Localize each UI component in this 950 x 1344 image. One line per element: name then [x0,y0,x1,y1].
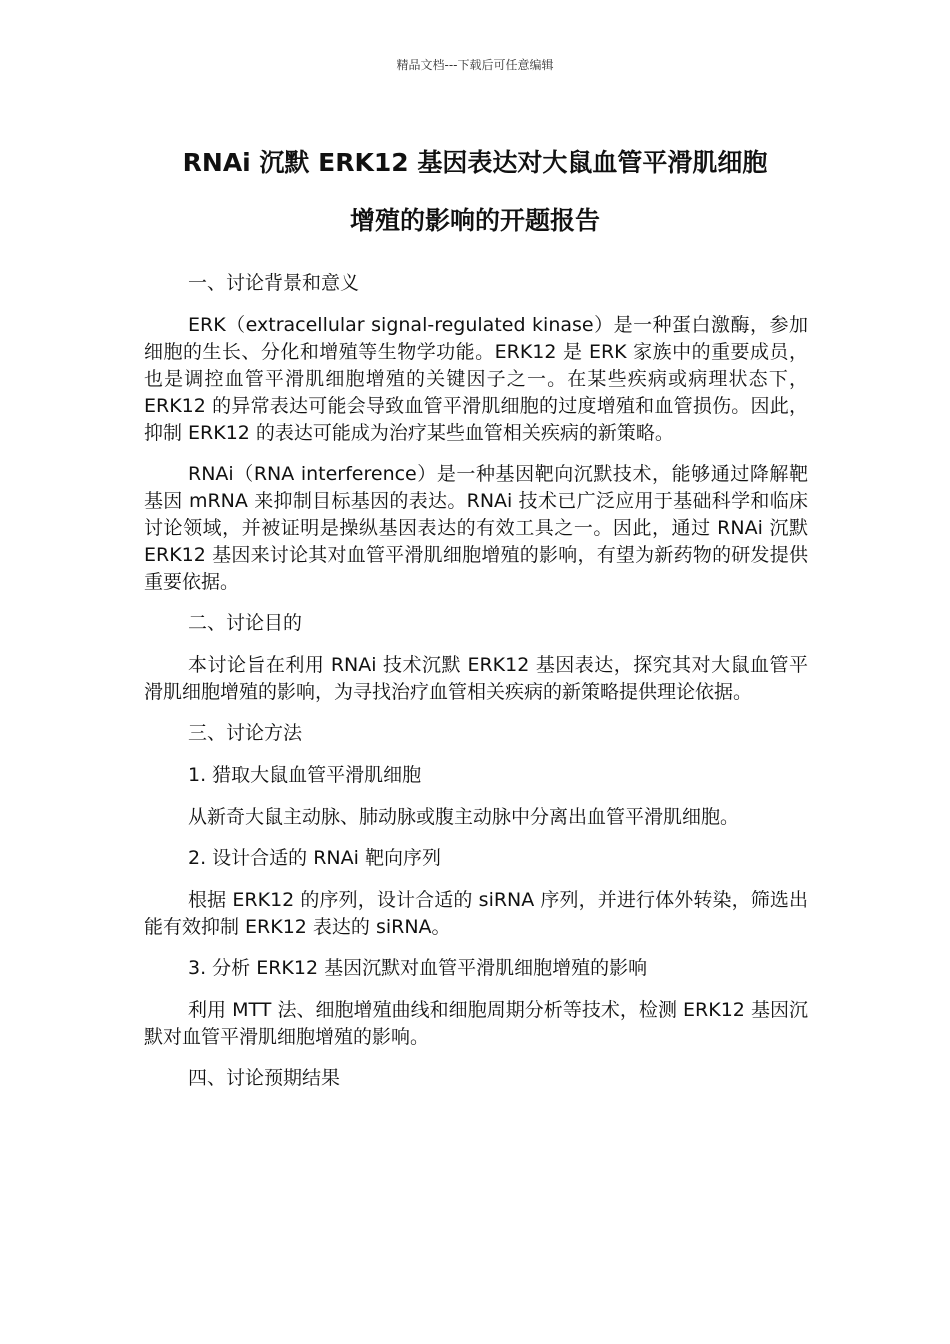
section-heading-results: 四、讨论预期结果 [188,1067,341,1089]
section-heading-purpose: 二、讨论目的 [188,612,303,634]
method-1-text: 从新奇大鼠主动脉、肺动脉或腹主动脉中分离出血管平滑肌细胞。 [188,806,740,828]
document-body [144,270,808,1107]
method-1-title: 1. 猎取大鼠血管平滑肌细胞 [188,764,422,786]
method-3-text: 利用 MTT 法、细胞增殖曲线和细胞周期分析等技术，检测 ERK12 基因沉默对血管平滑肌细胞增殖的影响。 [144,999,808,1048]
paragraph-background-1: ERK（extracellular signal-regulated kinase）是一种蛋白激酶，参加细胞的生长、分化和增殖等生物学功能。ERK12 是 ERK 家族中的重要成员，也是调控血管平滑肌细胞增殖的关键因子之一。在某些疾病或病理状态下，ERK12 的异常表达可能会导致血管平滑肌细胞的过度增殖和血管损伤。因此，抑制 ERK12 的表达可能成为治疗某些血管相关疾病的新策略。 [144,314,808,444]
header-note: 精品文档---下载后可任意编辑 [396,58,554,72]
section-heading-methods: 三、讨论方法 [188,722,303,744]
section-heading-background: 一、讨论背景和意义 [188,272,360,294]
method-3-title: 3. 分析 ERK12 基因沉默对血管平滑肌细胞增殖的影响 [188,957,648,979]
method-2-text: 根据 ERK12 的序列，设计合适的 siRNA 序列，并进行体外转染，筛选出能有效抑制 ERK12 表达的 siRNA。 [144,889,808,938]
paragraph-background-2: RNAi（RNA interference）是一种基因靶向沉默技术，能够通过降解靶基因 mRNA 来抑制目标基因的表达。RNAi 技术已广泛应用于基础科学和临床讨论领域，并被证明是操纵基因表达的有效工具之一。因此，通过 RNAi 沉默 ERK12 基因来讨论其对血管平滑肌细胞增殖的影响，有望为新药物的研发提供重要依据。 [144,463,808,593]
paragraph-purpose: 本讨论旨在利用 RNAi 技术沉默 ERK12 基因表达，探究其对大鼠血管平滑肌细胞增殖的影响，为寻找治疗血管相关疾病的新策略提供理论依据。 [144,654,808,703]
method-2-title: 2. 设计合适的 RNAi 靶向序列 [188,847,441,869]
document-title [110,134,840,250]
title-line-1: RNAi 沉默 ERK12 基因表达对大鼠血管平滑肌细胞 [182,148,768,177]
title-line-2: 增殖的影响的开题报告 [349,206,600,235]
